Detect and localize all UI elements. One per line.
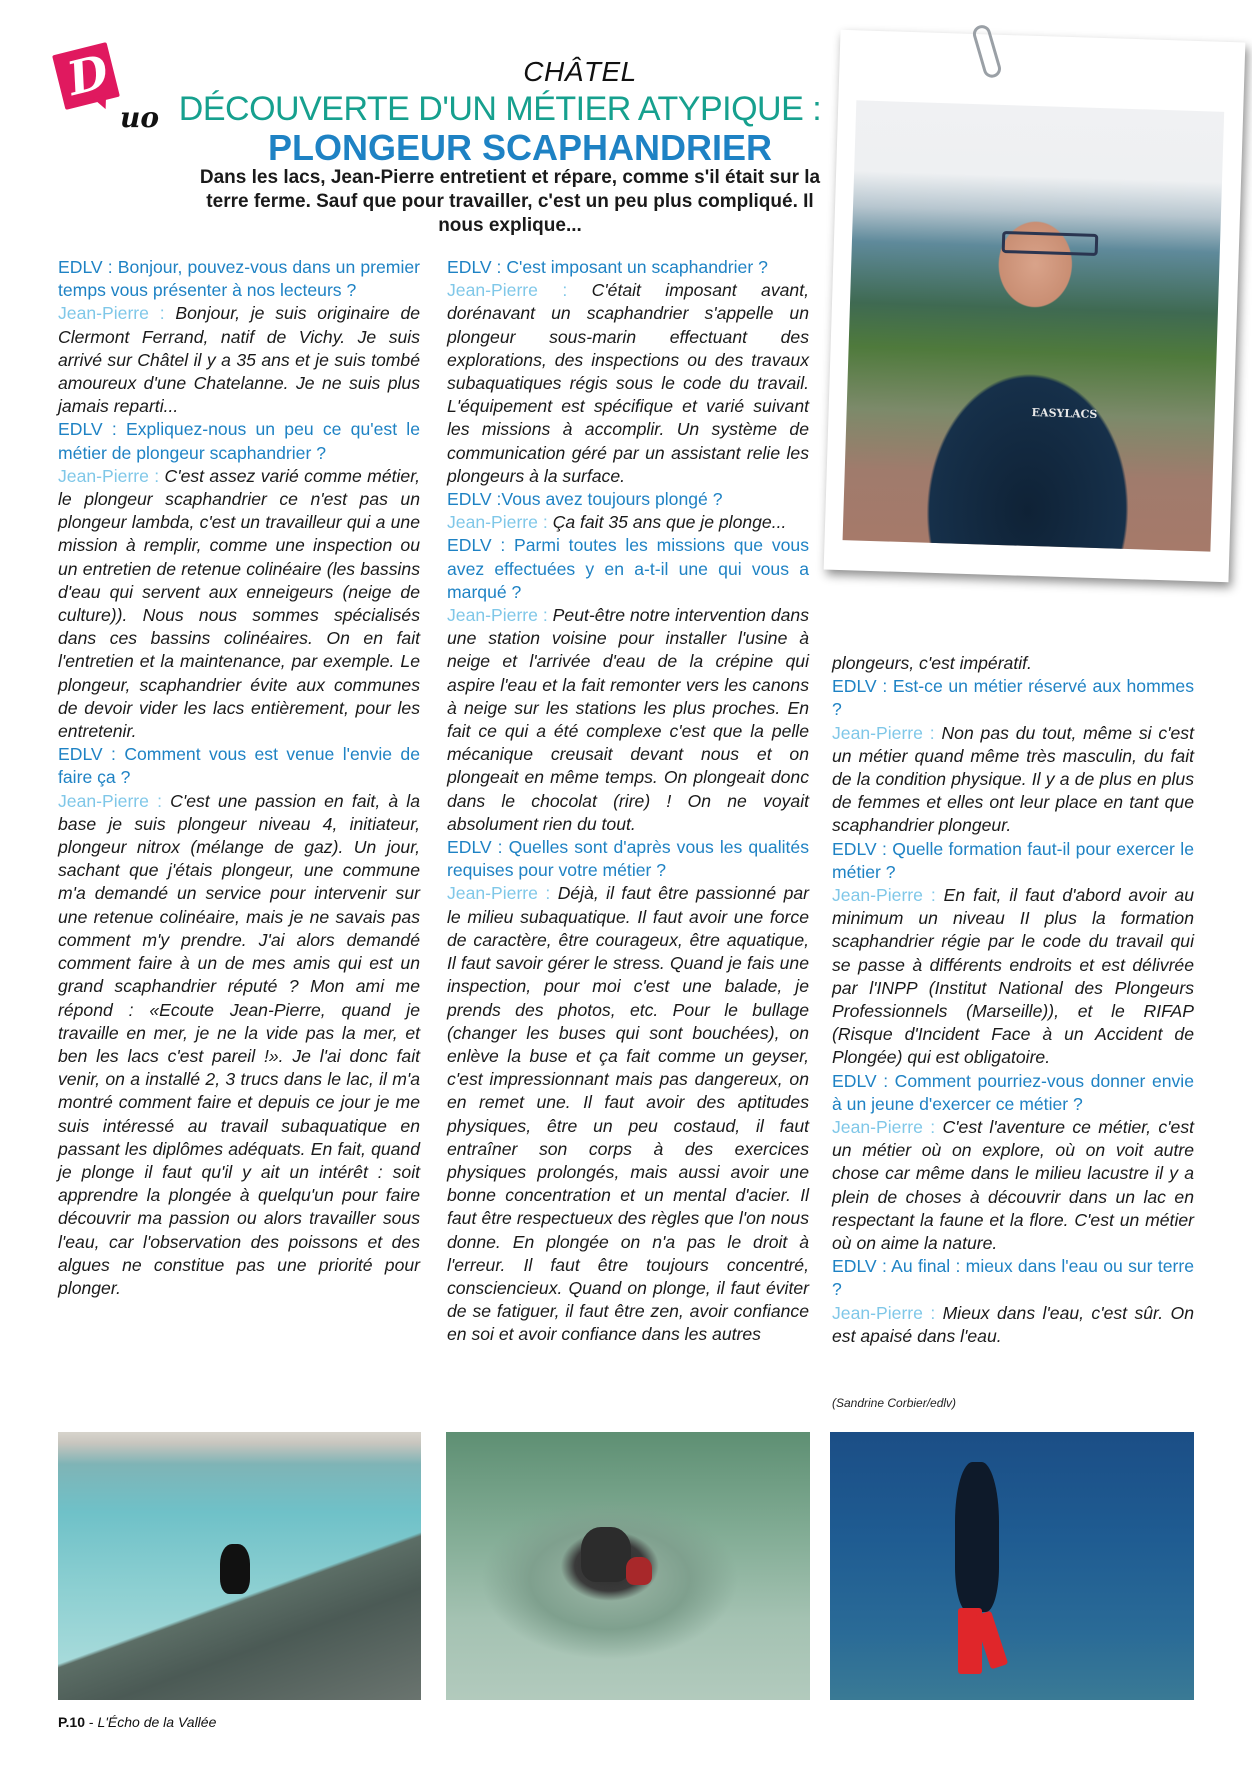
logo-letter: D (62, 43, 114, 107)
interview-question: EDLV : Est-ce un métier réservé aux hommes ? (832, 676, 1194, 720)
page-number: P.10 (58, 1714, 85, 1730)
speaker-label: Jean-Pierre : (832, 722, 942, 743)
qa-block (832, 838, 1194, 1070)
article-column-3 (832, 652, 1194, 1348)
answer-continuation: plongeurs, c'est impératif. (832, 653, 1032, 673)
paperclip-icon (971, 23, 1003, 80)
interview-answer: C'était imposant avant, dorénavant un scaphandrier s'appelle un plongeur sous-marin effectuant des explorations, des inspections ou des travaux subaquatiques régis sous le code du travail. L'équipement est spécifique et varié suivant les missions à accomplir. Un système de communication géré par un assistant relie les plongeurs à la surface. (447, 280, 809, 486)
qa-block (832, 675, 1194, 837)
interview-question: EDLV : C'est imposant un scaphandrier ? (447, 257, 768, 277)
author-credit: (Sandrine Corbier/edlv) (832, 1396, 957, 1410)
qa-block (447, 256, 809, 488)
speaker-label: Jean-Pierre : (58, 303, 176, 324)
speaker-label: Jean-Pierre : (58, 465, 165, 486)
photo-diver-in-basin (58, 1432, 421, 1700)
interview-answer: Non pas du tout, même si c'est un métier quand même très masculin, du fait de la condition physique. Il y a de plus en plus de femmes et elles ont leur place en tant que scaphandrier plongeur. (832, 722, 1194, 836)
speaker-label: Jean-Pierre : (447, 512, 553, 533)
interview-answer: Bonjour, je suis originaire de Clermont Ferrand, natif de Vichy. Je suis arrivé sur Châtel il y a 35 ans et je suis tombé amoureux d'une Chatelanne. Je ne suis plus jamais reparti... (58, 303, 421, 417)
article-column-1 (58, 256, 420, 1300)
interview-question: EDLV : Bonjour, pouvez-vous dans un premier temps vous présenter à nos lecteurs ? (58, 257, 420, 301)
article-column-2 (447, 256, 809, 1347)
speaker-label: Jean-Pierre : (447, 883, 558, 904)
interview-question: EDLV : Comment vous est venue l'envie de faire ça ? (58, 744, 420, 788)
photo-diver-underwater (830, 1432, 1194, 1700)
speaker-label: Jean-Pierre : (447, 605, 553, 626)
qa-block (447, 534, 809, 836)
shirt-logo: EASYLACS (1031, 405, 1098, 422)
qa-block (58, 256, 420, 418)
speaker-label: Jean-Pierre : (832, 885, 944, 906)
article-kicker: CHÂTEL (523, 56, 637, 87)
qa-block (447, 836, 809, 1346)
interview-answer: Déjà, il faut être passionné par le milieu subaquatique. Il faut avoir une force de caractère, être courageux, être aquatique, Il faut savoir gérer le stress. Quand je fais une inspection, pour moi c'est une balade, je prends des photos, etc. Pour le bullage (changer les buses qui sont bouchées), on enlève la buse et ça fait comme un geyser, c'est impressionnant mais pas dangereux, on en remet une. Il faut avoir des aptitudes physiques, être un peu costaud, il faut entraîner son corps à des exercices physiques prolongés, mais aussi avoir une bonne concentration et un mental d'acier. Il faut être respectueux des règles que l'on nous donne. En plongée on n'a pas le droit à l'erreur. Il faut être toujours concentré, consciencieux. Quand on plonge, il faut éviter de se fatiguer, il faut être zen, avoir confiance en soi et avoir confiance dans les autres (447, 883, 809, 1345)
speaker-label: Jean-Pierre : (832, 1302, 943, 1323)
qa-block (447, 488, 809, 534)
interview-answer: C'est l'aventure ce métier, c'est un métier où on explore, où on voit autre chose car même dans le milieu lacustre il y a plein de choses à découvrir dans un lac en respectant la faune et la flore. C'est un métier où on aime la nature. (832, 1117, 1195, 1254)
interview-answer: C'est assez varié comme métier, le plongeur scaphandrier ce n'est pas un plongeur lambda, c'est un travailleur qui a une mission à remplir, comme une inspection ou un entretien de retenue colinéaire (les bassins d'eau qui servent aux enneigeurs (neige de culture)). Nous nous sommes spécialisés dans ces bassins colinéaires. On en fait l'entretien et la maintenance, par exemple. Le plongeur, scaphandrier évite aux communes de devoir vider les lacs entièrement, pour les entretenir. (58, 465, 420, 742)
logo-suffix: uo (120, 101, 160, 134)
interview-question: EDLV : Comment pourriez-vous donner envie à un jeune d'exercer ce métier ? (832, 1070, 1194, 1114)
article-lede: Dans les lacs, Jean-Pierre entretient et répare, comme s'il était sur la terre ferme. Sauf que pour travailler, c'est un peu plus compliqué. Il nous explique... (199, 167, 821, 236)
interview-question: EDLV : Quelles sont d'après vous les qualités requises pour votre métier ? (447, 837, 809, 881)
publication-name: L'Écho de la Vallée (97, 1714, 217, 1730)
diver-silhouette (955, 1462, 999, 1612)
diver-silhouette (581, 1527, 631, 1582)
qa-block (58, 743, 420, 1300)
article-headline: DÉCOUVERTE D'UN MÉTIER ATYPIQUE : (178, 90, 822, 128)
qa-block (58, 418, 420, 743)
portrait-photo-frame (824, 30, 1246, 582)
diver-silhouette (220, 1544, 250, 1594)
interview-question: EDLV :Vous avez toujours plongé ? (447, 489, 723, 510)
footer-separator: - (85, 1714, 98, 1730)
diver-helmet (626, 1557, 652, 1585)
interview-answer: Mieux dans l'eau, c'est sûr. On est apaisé dans l'eau. (832, 1302, 1195, 1346)
interview-question: EDLV : Expliquez-nous un peu ce qu'est le métier de plongeur scaphandrier ? (58, 419, 420, 463)
speaker-label: Jean-Pierre : (832, 1117, 943, 1138)
interview-answer: Peut-être notre intervention dans une station voisine pour installer l'usine à neige et l'arrivée d'eau de la crépine qui aspire l'eau et la fait remonter vers les canons à neige sur les stations les plus proches. En fait ce qui a été complexe c'est que la pelle mécanique creusait devant nous et on plongeait en même temps. On plongeait donc dans le chocolat (rire) ! On ne voyait absolument rien du tout. (447, 605, 809, 834)
page-footer (58, 1714, 216, 1730)
portrait-photo (843, 100, 1225, 551)
article-subheadline: PLONGEUR SCAPHANDRIER (267, 127, 773, 168)
interview-answer: En fait, il faut d'abord avoir au minimum un niveau II plus la formation scaphandrier régie par le code du travail qui se passe à différents endroits et est délivrée par l'INPP (Institut National des Plongeurs Professionnels (Marseille)), et le RIFAP (Risque d'Incident Face à un Accident de Plongée) qui est obligatoire. (832, 885, 1195, 1068)
photo-diver-surfacing (446, 1432, 810, 1700)
interview-question: EDLV : Parmi toutes les missions que vous avez effectuées y en a-t-il une qui vous a marqué ? (447, 535, 809, 602)
qa-block (832, 1070, 1194, 1256)
interview-question: EDLV : Quelle formation faut-il pour exercer le métier ? (832, 838, 1194, 882)
speaker-label: Jean-Pierre : (447, 280, 592, 301)
interview-answer: C'est une passion en fait, à la base je suis plongeur niveau 4, initiateur, plongeur nitrox (mélange de gaz). Un jour, sachant que j'étais plongeur, une commune m'a demandé un service pour intervenir sur une retenue colinéaire, mais je ne savais pas comment m'y prendre. J'ai alors demandé comment faire à un de mes amis qui est un grand scaphandrier réputé ? Mon ami me répond : «Ecoute Jean-Pierre, quand je travaille en mer, je ne la vide pas la mer, et ben les lacs c'est pareil !». Je l'ai donc fait venir, on a installé 2, 3 trucs dans le lac, il m'a montré comment faire et depuis ce jour je me suis intéressé au travail subaquatique en passant les diplômes adéquats. En fait, quand je plonge il faut qu'il y ait un intérêt : soit apprendre la plongée à quelqu'un pour faire découvrir ma passion ou alors travailler sous l'eau, car l'observation des poissons et des algues ne constitue pas une priorité pour plonger. (58, 790, 420, 1298)
speaker-label: Jean-Pierre : (58, 790, 171, 811)
qa-block (832, 1255, 1194, 1348)
glasses-shape (1002, 231, 1099, 256)
interview-answer: Ça fait 35 ans que je plonge... (552, 512, 787, 533)
interview-question: EDLV : Au final : mieux dans l'eau ou sur terre ? (832, 1256, 1194, 1300)
